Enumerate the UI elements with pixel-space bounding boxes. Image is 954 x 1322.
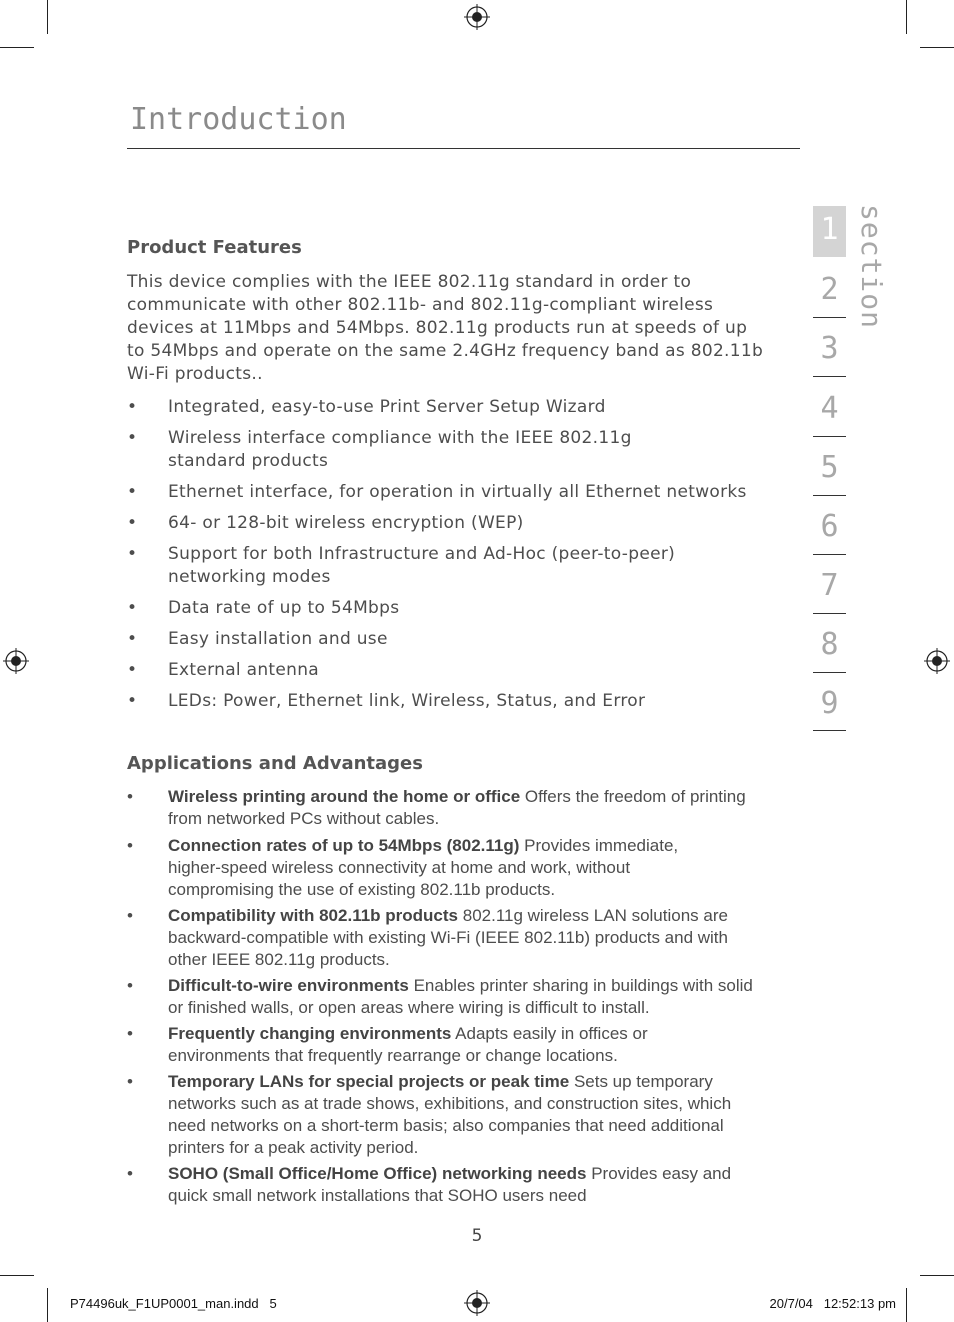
bullet-icon: • [127, 428, 138, 448]
feature-text: Data rate of up to 54Mbps [168, 598, 400, 618]
feature-text: External antenna [168, 660, 320, 680]
title-divider [127, 148, 800, 149]
feature-text: LEDs: Power, Ethernet link, Wireless, Status, and Error [168, 691, 646, 711]
feature-text: Integrated, easy-to-use Print Server Setup Wizard [168, 397, 606, 417]
registration-mark-icon [3, 648, 29, 674]
bullet-icon: • [127, 906, 133, 925]
list-item [127, 975, 767, 1019]
list-item [127, 659, 777, 682]
list-item [127, 1071, 767, 1159]
item-title: SOHO (Small Office/Home Office) networking needs [168, 1164, 587, 1183]
bullet-icon: • [127, 691, 138, 711]
section-number-8: 8 [820, 627, 839, 662]
section-divider [813, 730, 846, 731]
section-number-6: 6 [820, 509, 839, 544]
list-item [127, 690, 777, 713]
bullet-icon: • [127, 1024, 133, 1043]
feature-text: Wireless interface compliance with the IEEE 802.11g standard products [168, 428, 632, 471]
item-text: Sets up temporary networks such as at trade shows, exhibitions, and construction sites, which need networks on a short-term basis; also companies that need additional printers for a peak activity period. [168, 1072, 732, 1157]
list-item [127, 396, 777, 419]
section-divider [813, 376, 846, 377]
section-number-1: 1 [820, 212, 839, 247]
feature-text: 64- or 128-bit wireless encryption (WEP) [168, 513, 524, 533]
item-text: 802.11g wireless LAN solutions are backward-compatible with existing Wi-Fi (IEEE 802.11b) products and with other IEEE 802.11g products. [168, 906, 728, 969]
section-divider [813, 672, 846, 673]
bullet-icon: • [127, 1072, 133, 1091]
bullet-icon: • [127, 836, 133, 855]
crop-mark [920, 47, 954, 48]
crop-mark [0, 1275, 34, 1276]
list-item [127, 835, 728, 901]
print-slug-file: P74496uk_F1UP0001_man.indd 5 [70, 1296, 277, 1311]
item-title: Connection rates of up to 54Mbps (802.11g) [168, 836, 520, 855]
section-number-5: 5 [820, 450, 839, 485]
item-text: Enables printer sharing in buildings with solid or finished walls, or open areas where wiring is difficult to install. [168, 976, 753, 1017]
item-title: Wireless printing around the home or office [168, 787, 521, 806]
list-item [127, 543, 728, 589]
section-divider [813, 495, 846, 496]
registration-mark-icon [464, 1290, 490, 1316]
list-item [127, 786, 767, 830]
bullet-icon: • [127, 629, 138, 649]
registration-mark-icon [924, 648, 950, 674]
section-number-3: 3 [820, 331, 839, 366]
bullet-icon: • [127, 660, 138, 680]
crop-mark [906, 1288, 907, 1322]
item-title: Difficult-to-wire environments [168, 976, 409, 995]
list-item [127, 628, 777, 651]
bullet-icon: • [127, 976, 133, 995]
list-item [127, 597, 777, 620]
applications-heading: Applications and Advantages [127, 753, 423, 774]
section-divider [813, 613, 846, 614]
list-item [127, 905, 767, 971]
feature-text: Easy installation and use [168, 629, 388, 649]
page-number: 5 [471, 1226, 483, 1246]
registration-mark-icon [464, 4, 490, 30]
bullet-icon: • [127, 397, 138, 417]
bullet-icon: • [127, 513, 138, 533]
bullet-icon: • [127, 544, 138, 564]
item-text: Provides easy and quick small network installations that SOHO users need [168, 1164, 732, 1205]
page-title: Introduction [130, 102, 347, 137]
feature-list [127, 396, 777, 713]
product-features-intro: This device complies with the IEEE 802.11g standard in order to communicate with other 802.11b- and 802.11g-compliant wireless devices at 11Mbps and 54Mbps. 802.11g products run at speeds of up to 54Mbps and operate on the same 2.4GHz frequency band as 802.11b Wi-Fi products.. [127, 272, 764, 384]
list-item [127, 1023, 708, 1067]
bullet-icon: • [127, 482, 138, 502]
section-label: section [855, 204, 888, 330]
section-number-9: 9 [820, 686, 839, 721]
crop-mark [47, 0, 48, 34]
bullet-icon: • [127, 598, 138, 618]
section-number-7: 7 [820, 568, 839, 603]
print-slug-date: 20/7/04 12:52:13 pm [769, 1296, 896, 1311]
list-item [127, 481, 777, 504]
crop-mark [0, 47, 34, 48]
item-text: Adapts easily in offices or environments that frequently rearrange or change locations. [168, 1024, 648, 1065]
crop-mark [920, 1275, 954, 1276]
bullet-icon: • [127, 1164, 133, 1183]
section-divider [813, 554, 846, 555]
section-number-4: 4 [820, 391, 839, 426]
feature-text: Ethernet interface, for operation in virtually all Ethernet networks [168, 482, 747, 502]
section-divider [813, 317, 846, 318]
list-item [127, 427, 688, 473]
section-number-2: 2 [820, 272, 839, 307]
section-divider [813, 436, 846, 437]
item-text: Offers the freedom of printing from networked PCs without cables. [168, 787, 746, 828]
item-title: Temporary LANs for special projects or peak time [168, 1072, 570, 1091]
item-title: Frequently changing environments [168, 1024, 452, 1043]
feature-text: Support for both Infrastructure and Ad-Hoc (peer-to-peer) networking modes [168, 544, 676, 587]
bullet-icon: • [127, 787, 133, 806]
item-title: Compatibility with 802.11b products [168, 906, 458, 925]
item-text: Provides immediate, higher-speed wireless connectivity at home and work, without compromising the use of existing 802.11b products. [168, 836, 679, 899]
list-item [127, 1163, 767, 1207]
product-features-heading: Product Features [127, 237, 302, 258]
crop-mark [47, 1288, 48, 1322]
list-item [127, 512, 777, 535]
applications-list [127, 786, 767, 1207]
crop-mark [906, 0, 907, 34]
